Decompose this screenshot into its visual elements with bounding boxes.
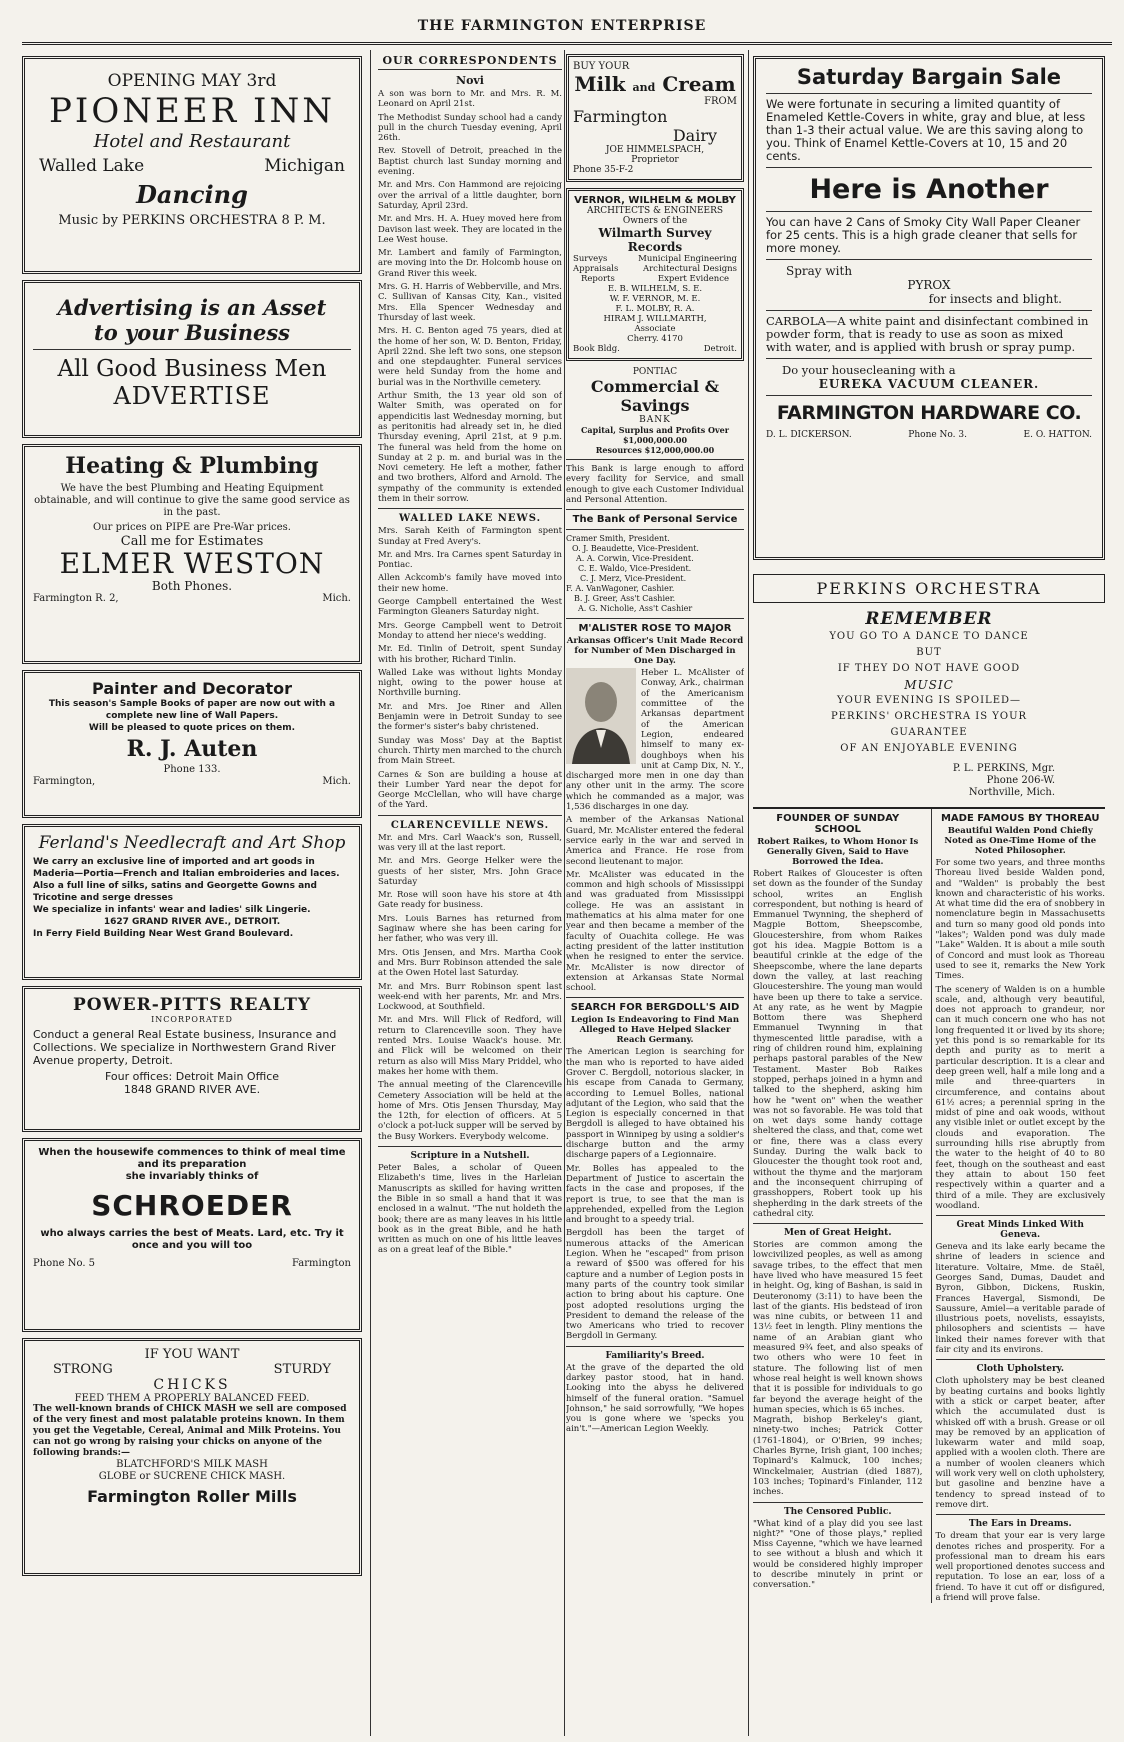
ad-headline: Here is Another [809, 174, 1049, 205]
ad-store-name: FARMINGTON HARDWARE CO. [776, 402, 1082, 424]
ad-word: and [632, 81, 656, 94]
news-item: Mrs. Otis Jensen, and Mrs. Martha Cook and Mrs. Burr Robinson attended the sale at the Owen Hotel last Saturday. [378, 947, 562, 979]
divider [566, 618, 744, 619]
ad-state: Mich. [322, 776, 351, 787]
ad-headline: PIONEER INN [49, 91, 335, 131]
ad-slogan: The Bank of Personal Service [572, 514, 738, 526]
ad-address: 1627 GRAND RIVER AVE., DETROIT. [103, 917, 281, 927]
spacer [753, 566, 1105, 574]
ad-line: IF THEY DO NOT HAVE GOOD [837, 663, 1021, 674]
ad-line: MUSIC [904, 678, 954, 692]
ad-phone: Cherry. 4170 [627, 334, 683, 344]
paragraph: The American Legion is searching for the man who is reported to have aided Grover C. Bergdoll, notorious slacker, in his escape from Canada to Germany, according to Lemuel Bolles, national adjutant of the Legion, who said that the Legion is especially concerned in that Bergdoll is alleged to have obtained his passport in Winnipeg by using a soldier's discharge button and the army discharge papers of a Legionnaire. [566, 1047, 744, 1161]
news-item: Mr. and Mrs. Con Hammond are rejoicing over the arrival of a little daughter, born Saturday, April 23rd. [378, 180, 562, 211]
ad-text: CARBOLA—A white paint and disinfectant combined in powder form, that is ready to use as soon as mixed with water, and is applied with brush or spray pump. [766, 314, 1089, 354]
ad-bank [566, 367, 744, 614]
ad-phone: Phone 35-F-2 [573, 165, 634, 175]
ad-text: This season's Sample Books of paper are now out with a complete new line of Wall Papers. [48, 699, 336, 721]
article-body: Cloth upholstery may be best cleaned by beating curtains and books lightly with a stick or carpet beater, after which the accumulated dust is whisked off with a brush. Grease or oil may be removed by an application of lukewarm water and mild soap, applied with a woolen cloth. There are a number of woolen cleaners which will work very well on cloth upholstery, but gasoline and benzine have a tendency to spread instead of to remove dirt. [935, 1376, 1105, 1510]
news-item: George Campbell entertained the West Farmington Gleaners Saturday night. [378, 597, 562, 618]
ad-heating-plumbing [22, 444, 362, 664]
ad-milk-cream [566, 54, 744, 182]
ad-text: We have the best Plumbing and Heating Equipment obtainable, and will continue to give the same good service as in the past. [34, 483, 350, 518]
ad-name: SCHROEDER [91, 1189, 293, 1222]
ad-line [53, 1362, 331, 1377]
article-subtitle: Robert Raikes, to Whom Honor Is Generally Given, Said to Have Borrowed the Idea. [757, 837, 919, 867]
article-body: Stories are common among the lowcivilized peoples, as well as among savage tribes, to the effect that men have lived who have measured 15 feet in height. Og, king of Bashan, is said in Deuteronomy (3:11) to have been the last of the giants. His bedstead of iron was nine cubits, or between 11 and 13½ feet in length. Pliny mentions the name of an Arabian giant who measured 9¾ feet, and also speaks of two others who were 10 feet in stature. The following list of men whose real height is well known shows that it is possible for individuals to go far beyond the average height of the human species, which is 65 inches. [753, 1240, 923, 1415]
ad-town: Farmington [291, 1258, 351, 1269]
paragraph: Bergdoll has been the target of numerous attacks of the American Legion. When he "escaped" from prison a reward of $500 was offered for his capture and a number of Legion posts in many parts of the country took similar action to bring about his capture. One post adopted resolutions urging the President to demand the release of the two Americans who tried to recover Bergdoll in Germany. [566, 1228, 744, 1342]
news-item: Mrs. George Campbell went to Detroit Monday to attend her niece's wedding. [378, 620, 562, 641]
ad-town: Walled Lake [39, 156, 145, 176]
ad-phone: Phone No. 3. [908, 430, 967, 440]
paragraph: Mr. McAlister was educated in the common and high schools of Mississippi and was graduated from Mississippi college. He was an assistant in mathematics at his alma mater for one year and then became a member of the faculty of Ouachita college. He was acting president of the latter institution when he resigned to enter the service. Mr. McAlister is now director of extension at Arkansas State Normal school. [566, 869, 744, 994]
ad-line: ADVERTISE [113, 382, 271, 410]
news-item: Arthur Smith, the 13 year old son of Walter Smith, was operated on for appendicitis last Wednesday morning, but as peritonitis had already set in, he died Thursday evening, April 21st, at 9 p.m. The funeral was held from the home on Sunday at 2 p. m. and burial was in the Novi cemetery. He left a mother, father and two brothers, Alford and Arnold. The sympathy of the community is extended them in their sorrow. [378, 391, 562, 504]
ad-headline: Commercial & Savings [590, 377, 720, 415]
ad-row [573, 264, 737, 274]
divider [753, 1223, 923, 1224]
ad-line: Do your housecleaning with a [782, 363, 956, 377]
ad-line: Farmington [573, 107, 668, 126]
ad-item: Reports [581, 274, 615, 284]
article-title: Familiarity's Breed. [605, 1350, 705, 1361]
ad-line: BUT [916, 647, 942, 658]
bank-officer: C. J. Merz, Vice-President. [580, 574, 687, 584]
ad-headline: Heating & Plumbing [65, 453, 319, 479]
ad-vernor [566, 188, 744, 361]
ad-state: Michigan [264, 156, 345, 176]
ad-text: You can have 2 Cans of Smoky City Wall Paper Cleaner for 25 cents. This is a high grade cleaner that sells for more money. [766, 215, 1081, 255]
column-rule [748, 50, 749, 1736]
ad-contact [766, 430, 1092, 440]
ad-perkins [753, 609, 1105, 799]
ad-line: JOE HIMMELSPACH, [605, 145, 705, 155]
ad-row [573, 254, 737, 264]
ad-advertising [22, 280, 362, 438]
ad-address [33, 593, 351, 605]
article-title: CLARENCEVILLE NEWS. [390, 819, 550, 831]
ad-text: This Bank is large enough to afford every facility for Service, and small enough to give each Customer Individual and Personal Attention. [566, 464, 744, 505]
ad-names [573, 284, 737, 344]
divider [566, 509, 744, 510]
article-title: The Ears in Dreams. [968, 1519, 1072, 1530]
article-subtitle: Arkansas Officer's Unit Made Record for Number of Men Discharged in One Day. [566, 636, 744, 667]
ad-text: she invariably thinks of [125, 1171, 259, 1182]
lower-articles [753, 807, 1105, 1603]
divider [766, 358, 1092, 359]
ad-address [573, 344, 737, 354]
ad-schroeder [22, 1138, 362, 1332]
ad-line: IF YOU WANT [144, 1347, 240, 1362]
article-subtitle: Beautiful Walden Pond Chiefly Noted as One-Time Home of the Noted Philosopher. [944, 826, 1097, 856]
ad-town: Farmington R. 2, [33, 593, 119, 604]
bank-officers [566, 534, 744, 614]
ad-word: Milk [574, 72, 626, 96]
article-body: At the grave of the departed the old darkey pastor stood, hat in hand. Looking into the abyss he delivered himself of the funeral oration. "Samuel Johnson," he said sorrowfully, "We hopes you is gone where we 'specks you ain't."—American Legion Weekly. [566, 1362, 744, 1435]
ad-person: W. F. VERNOR, M. E. [609, 294, 701, 304]
column-rule [564, 50, 565, 1736]
ad-person: E. B. WILHELM, S. E. [607, 284, 703, 294]
divider [936, 1359, 1106, 1360]
ad-text: When the housewife commences to think of meal time and its preparation [38, 1147, 346, 1170]
paragraph: Mr. Bolles has appealed to the Department of Justice to ascertain the facts in the case and proposes, if the report is true, to see that the man is apprehended, expelled from the Legion and brought to a speedy trial. [566, 1163, 744, 1226]
ad-phone: Phone 206-W. [986, 775, 1055, 786]
article-body: Robert Raikes of Gloucester is often set down as the founder of the Sunday school, writes an English correspondent, but nothing is heard of Emmanuel Twynning, the shepherd of Magpie Bottom, Sheepscombe, Gloucestershire, from whom Raikes got his idea. Magpie Bottom is a beautiful crinkle at the edge of the Sheepscombe, where the lane departs down the valley, at last reaching Gloucestershire. The young man would have been up there to take a service. At any rate, as he went by Magpie Bottom there was Shepherd Emmanuel Twynning in that thymescented little paradise, with a ring of children round him, explaining perhaps pastoral parables of the New Testament. Master Bob Raikes stopped, perhaps joined in a hymn and talked to the shepherd, asking him how he "went on" when the weather was not so favorable. He was told that on wet days some handy cottage sheltered the class, and that, come wet or fine, there was a class every Sunday. During the walk back to Gloucester the thought took root and, without the thyme and the marjoram and the inconsequent chirruping of grasshoppers, Robert took up his shepherding in the dark streets of the cathedral city. [753, 869, 923, 1219]
bank-officer: F. A. VanWagoner, Cashier. [566, 584, 675, 594]
ad-text: who always carries the best of Meats. Lard, etc. Try it once and you will too [40, 1228, 344, 1251]
column-1 [22, 50, 362, 1736]
ad-name: ELMER WESTON [59, 547, 325, 580]
ad-text: INCORPORATED [151, 1015, 233, 1024]
ad-text: We specialize in infants' wear and ladies' silk Lingerie. [33, 905, 311, 915]
ad-painter [22, 670, 362, 818]
ad-item: Municipal Engineering [638, 254, 737, 264]
article-body [566, 668, 744, 993]
ad-line: BUY YOUR [573, 61, 630, 72]
ad-state: Mich. [322, 593, 351, 604]
news-item: Sunday was Moss' Day at the Baptist church. Thirty men marched to the church from Main Street. [378, 735, 562, 767]
divider [766, 310, 1092, 311]
ad-line: OF AN ENJOYABLE EVENING [840, 743, 1018, 754]
paragraph: Heber L. McAlister of Conway, Ark., chairman of the Americanism committee of the Arkansas department of the American Legion, endeared himself to many ex-doughboys when his unit at Camp Dix, N. Y., discharged more men in one day than any other unit in the army. The score which he commanded as a major, was 1,536 discharges in one day. [566, 668, 744, 813]
ad-line: YOUR EVENING IS SPOILED— [836, 695, 1022, 706]
ad-line: EUREKA VACUUM CLEANER. [818, 377, 1040, 391]
news-item: The Methodist Sunday school had a candy pull in the church Tuesday evening, April 26th. [378, 112, 562, 144]
ad-headline: POWER-PITTS REALTY [72, 995, 312, 1015]
ad-person: D. L. DICKERSON. [766, 430, 852, 440]
ad-headline: REMEMBER [865, 609, 993, 629]
article-title: SEARCH FOR BERGDOLL'S AID [570, 1002, 740, 1014]
ad-headline: Advertising is an Asset [57, 295, 327, 320]
ad-line: Dancing [136, 180, 248, 209]
paragraph: The scenery of Walden is on a humble scale, and, although very beautiful, does not approach to grandeur, nor can it much concern one who has not long frequented it or lived by its shore; yet this pond is so remarkable for its depth and purity as to merit a particular description. It is a clear and deep green well, half a mile long and a mile and three-quarters in circumference, and contains about 61½ acres; a perennial spring in the midst of pine and oak woods, without any visible inlet or outlet except by the clouds and evaporation. The surrounding hills rise abruptly from the water to the height of 40 to 80 feet, though on the southeast and east they attain to about 150 feet respectively within a quarter and a third of a mile. They are exclusively woodland. [935, 984, 1105, 1211]
column-rule [370, 50, 371, 1736]
ad-word: Cream [662, 72, 736, 96]
divider [766, 167, 1092, 168]
ad-name: R. J. Auten [126, 736, 258, 762]
ad-text: BLATCHFORD'S MILK MASH [116, 1459, 268, 1470]
ad-headline: CHICKS [153, 1377, 231, 1393]
ad-text: Both Phones. [151, 579, 233, 593]
ad-headline: Ferland's Needlecraft and Art Shop [38, 833, 346, 853]
ad-line: PONTIAC [632, 367, 678, 377]
news-item: Mrs. Sarah Keith of Farmington spent Sunday at Fred Avery's. [378, 526, 562, 547]
news-item: The annual meeting of the Clarenceville Cemetery Association will be held at the home of Mrs. Otis Jensen Thursday, May the 12th, for election of officers. At 5 o'clock a pot-luck supper will be served by the Busy Workers. Everybody welcome. [378, 1080, 562, 1142]
ad-building: Book Bldg. [573, 344, 620, 354]
ad-line: Wilmarth Survey Records [598, 226, 712, 254]
article-title: FOUNDER OF SUNDAY SCHOOL [776, 813, 900, 835]
ad-text: 1848 GRAND RIVER AVE. [123, 1083, 261, 1096]
article-body: Peter Bales, a scholar of Queen Elizabeth's time, lives in the Harleian Manuscripts as skilled for having written the Bible in so small a hand that it was enclosed in a walnut. "The nut holdeth the book; there are as many leaves in his little book as in the great Bible, and he hath written as much on one of his little leaves as on a great leaf of the Bible." [378, 1163, 562, 1256]
ad-signature [753, 763, 1105, 799]
divider [766, 395, 1092, 396]
news-item: Mrs. G. H. Harris of Webberville, and Mrs. C. Sullivan of Kansas City, Kan., visited Mrs. Ella Spencer Wednesday and Thursday of last week. [378, 282, 562, 323]
walled-lake-news [378, 526, 562, 810]
article-body [936, 858, 1106, 1211]
novi-news [378, 89, 562, 504]
divider [378, 815, 562, 816]
news-item: Carnes & Son are building a house at their Lumber Yard near the depot for George McClellan, who will have charge of the Yard. [378, 769, 562, 811]
portrait-image [566, 668, 636, 764]
ad-text: Four offices: Detroit Main Office [104, 1070, 280, 1083]
masthead: THE FARMINGTON ENTERPRISE [417, 18, 707, 34]
ad-line: PYROX [907, 278, 951, 292]
ad-text: GLOBE or SUCRENE CHICK MASH. [98, 1471, 286, 1482]
ad-body [753, 629, 1105, 757]
article-column [931, 809, 1106, 1603]
section-header: OUR CORRESPONDENTS [378, 54, 562, 70]
ad-line: FEED THEM A PROPERLY BALANCED FEED. [74, 1393, 310, 1404]
ad-person: P. L. PERKINS, Mgr. [952, 763, 1055, 774]
article-body: Magrath, bishop Berkeley's giant, ninety-two inches; Patrick Cotter (1761-1804), or O'Brien, 99 inches; Charles Byrne, Irish giant, 100 inches; Topinard's Kalmuck, 100 inches; Winckelmaier, Austrian (died 1887), 103 inches; Topinard's Finlander, 112 inches. [753, 1415, 923, 1498]
divider [566, 459, 744, 460]
bank-officer: O. J. Beaudette, Vice-President. [572, 544, 699, 554]
ad-line: All Good Business Men [57, 356, 327, 382]
bank-officer: Cramer Smith, President. [566, 534, 670, 544]
ad-line: Owners of the [622, 216, 688, 226]
bank-officer: C. E. Waldo, Vice-President. [578, 564, 692, 574]
ad-address [33, 776, 351, 788]
news-item: Mr. and Mrs. H. A. Huey moved here from Davison last week. They are located in the Lee West house. [378, 214, 562, 245]
ad-text: Our prices on PIPE are Pre-War prices. [93, 522, 291, 533]
ad-text: Call me for Estimates [120, 534, 264, 549]
ad-text: Also a full line of silks, satins and Georgette Gowns and Tricotine and serge dresses [33, 881, 318, 903]
ad-contact [33, 1258, 351, 1270]
article-body: "What kind of a play did you see last night?" "One of those plays," replied Miss Cayenne, "which we have learned to see without a blush and which it would be considered highly improper to describe minutely in print or conversation." [753, 1518, 923, 1591]
ad-hardware [753, 56, 1105, 560]
news-item: Rev. Stovell of Detroit, preached in the Baptist church last Sunday morning and evening. [378, 146, 562, 178]
ad-line: for insects and blight. [928, 292, 1062, 306]
divider [753, 1502, 923, 1503]
ad-line: Music by PERKINS ORCHESTRA 8 P. M. [58, 213, 326, 228]
article-subtitle: Legion Is Endeavoring to Find Man Alleged to Have Helped Slacker Reach Germany. [571, 1015, 739, 1046]
ad-text: Will be pleased to quote prices on them. [88, 723, 296, 733]
news-item: Mr. and Mrs. Will Flick of Redford, will return to Clarenceville soon. They have rented Mrs. Louise Waack's house. Mr. and Flick will be welcomed on their return as also will Miss Mary Priddel, who makes her home with them. [378, 1015, 562, 1077]
perkins-title: PERKINS ORCHESTRA [753, 574, 1105, 603]
ad-power-pitts [22, 986, 362, 1132]
news-item: Walled Lake was without lights Monday night, owing to the power house at Northville burning. [378, 667, 562, 699]
news-item: Mr. Rose will soon have his store at 4th Gate ready for business. [378, 890, 562, 911]
column-2 [378, 50, 562, 1736]
news-item: Mr. Lambert and family of Farmington, are moving into the Dr. Holcomb house on Grand River this week. [378, 248, 562, 279]
divider [566, 997, 744, 998]
column-4 [753, 50, 1105, 1736]
portrait-photo [566, 668, 636, 764]
divider [378, 508, 562, 509]
ad-phone: Phone No. 5 [33, 1258, 96, 1269]
ad-line: to your Business [33, 320, 351, 350]
ad-headline: VERNOR, WILHELM & MOLBY [574, 195, 736, 206]
ad-text: We were fortunate in securing a limited quantity of Enameled Kettle-Covers in white, gray and blue, at less than 1-3 their actual value. We are this saving along to you. Think of Enamel Kettle-Covers at 10, 15 and 20 cents. [766, 97, 1086, 163]
ad-word: STRONG [53, 1362, 113, 1377]
divider [378, 1146, 562, 1147]
clarenceville-news [378, 833, 562, 1142]
divider [766, 211, 1092, 212]
ad-person: HIRAM J. WILLMARTH, [603, 314, 707, 324]
divider [566, 529, 744, 530]
ad-text: We carry an exclusive line of imported and art goods in Maderia—Portia—French and Italian embroideries and laces. [33, 857, 340, 879]
ad-person: E. O. HATTON. [1023, 430, 1092, 440]
ad-row [573, 274, 737, 284]
ad-line: Capital, Surplus and Profits Over $1,000,000.00 [581, 425, 729, 445]
ad-line: Spray with [786, 264, 853, 278]
article-title: WALLED LAKE NEWS. [398, 513, 542, 525]
ad-line: ARCHITECTS & ENGINEERS [586, 206, 724, 216]
ad-item: Appraisals [573, 264, 619, 274]
ad-ferland [22, 824, 362, 980]
news-item: A son was born to Mr. and Mrs. R. M. Leonard on April 21st. [378, 89, 562, 110]
ad-line: YOU GO TO A DANCE TO DANCE [829, 631, 1029, 642]
column-3 [566, 50, 744, 1736]
news-item: Mr. and Mrs. George Helker were the guests of her sister, Mrs. John Grace Saturday [378, 856, 562, 887]
ad-line: OPENING MAY 3rd [107, 71, 277, 91]
article-title: Men of Great Height. [784, 1228, 892, 1239]
ad-line: Dairy [672, 126, 717, 145]
article-body: Geneva and its lake early became the shrine of leaders in science and literature. Voltaire, Mme. de Staël, Georges Sand, Dumas, Daudet and Byron, Gibbon, Dickens, Ruskin, Frances Havergal, Sismondi, De Saussure, Amiel—a veritable parade of illustrious poets, novelists, essayists, philosophers and scientists — have linked their names forever with that fair city and its environs. [935, 1242, 1105, 1356]
news-item: Mr. Ed. Tinlin of Detroit, spent Sunday with his brother, Richard Tinlin. [378, 644, 562, 665]
ad-item: Surveys [573, 254, 608, 264]
ad-line: PERKINS' ORCHESTRA IS YOUR [830, 711, 1028, 722]
ad-line: Resources $12,000,000.00 [595, 445, 715, 455]
ad-headline [573, 72, 737, 96]
news-item: Allen Ackcomb's family have moved into their new home. [378, 573, 562, 594]
article-title: M'ALISTER ROSE TO MAJOR [578, 623, 732, 635]
ad-word: STURDY [273, 1362, 331, 1377]
ad-headline: Painter and Decorator [92, 679, 292, 698]
article-body: To dream that your ear is very large denotes riches and prosperity. For a professional man to dream his ears well proportioned denotes success and reputation. To lose an ear, loss of a friend. To have it cut off or disfigured, a friend will prove false. [935, 1531, 1105, 1603]
ad-text: The well-known brands of CHICK MASH we sell are composed of the very finest and most palatable proteins known. In them you get the Vegetable, Cereal, Animal and Milk Proteins. You can not go wrong by raising your chicks on anyone of the following brands:— [33, 1404, 347, 1458]
bank-officer: A. A. Corwin, Vice-President. [576, 554, 694, 564]
divider [766, 259, 1092, 260]
article-column [753, 809, 923, 1603]
paragraph: For some two years, and three months Thoreau lived beside Walden pond, and "Walden" is probably the best known and characteristic of his works. At what time did the era of snobbery in nomenclature begin in Massachusetts and turn so many good old ponds into "lakes"; Walden pond was duly made "Lake" Walden. It is about a mile south of Concord and must look as Thoreau used to see it, remarks the New York Times. [935, 858, 1105, 982]
news-item: Mr. and Mrs. Carl Waack's son, Russell, was very ill at the last report. [378, 832, 562, 853]
news-item: Mr. and Mrs. Burr Robinson spent last week-end with her parents, Mr. and Mrs. Lockwood, at Southfield. [378, 981, 562, 1013]
article-title: The Censored Public. [783, 1506, 892, 1517]
article-title: Novi [456, 74, 484, 87]
divider [766, 93, 1092, 94]
article-title: Cloth Upholstery. [976, 1364, 1065, 1375]
bank-officer: B. J. Greer, Ass't Cashier. [574, 594, 676, 604]
divider [566, 1346, 744, 1347]
ad-pioneer-inn [22, 56, 362, 274]
masthead-rule [22, 42, 1112, 45]
news-item: Mr. and Mrs. Ira Carnes spent Saturday in Pontiac. [378, 549, 562, 571]
ad-line: GUARANTEE [890, 727, 968, 738]
ad-person: F. L. MOLBY, R. A. [615, 304, 695, 314]
ad-headline: Saturday Bargain Sale [796, 65, 1062, 89]
ad-town: Farmington, [33, 776, 96, 787]
ad-text: Conduct a general Real Estate business, Insurance and Collections. We specialize in Northwestern Grand River Avenue property, Detroit. [33, 1028, 337, 1067]
news-item: Mr. and Mrs. Joe Riner and Allen Benjamin were in Detroit Sunday to see the former's sister's baby christened. [378, 701, 562, 733]
ad-line: Associate [634, 324, 676, 334]
article-title: MADE FAMOUS BY THOREAU [940, 813, 1100, 824]
divider [936, 1215, 1106, 1216]
ad-item: Expert Evidence [657, 274, 729, 284]
ad-text: Phone 133. [163, 764, 221, 775]
ad-location [39, 156, 345, 176]
article-title: Scripture in a Nutshell. [410, 1151, 530, 1162]
ad-chicks [22, 1338, 362, 1576]
ad-town: Detroit. [703, 344, 737, 354]
article-title: Great Minds Linked With Geneva. [956, 1220, 1084, 1241]
ad-item: Architectural Designs [642, 264, 737, 274]
ad-line: BANK [639, 415, 671, 425]
ad-line: Hotel and Restaurant [93, 131, 291, 152]
news-item: Mrs. H. C. Benton aged 75 years, died at the home of her son, W. D. Benton, Friday, April 22nd. She left two sons, one stepson and one stepdaughter. Funeral services were held Sunday from the home and burial was in the Northville cemetery. [378, 326, 562, 388]
paragraph: A member of the Arkansas National Guard, Mr. McAlister entered the federal service early in the war and served in America and France. He rose from second lieutenant to major. [566, 815, 744, 867]
ad-address: In Ferry Field Building Near West Grand Boulevard. [33, 929, 294, 939]
article-body [566, 1047, 744, 1341]
ad-line: FROM [704, 96, 737, 107]
ad-town: Northville, Mich. [968, 787, 1055, 798]
news-item: Mrs. Louis Barnes has returned from Saginaw where she has been caring for her father, who was very ill. [378, 913, 562, 945]
ad-line: Proprietor [631, 155, 679, 165]
divider [936, 1514, 1106, 1515]
bank-officer: A. G. Nicholie, Ass't Cashier [578, 604, 693, 614]
ad-name: Farmington Roller Mills [87, 1487, 297, 1506]
